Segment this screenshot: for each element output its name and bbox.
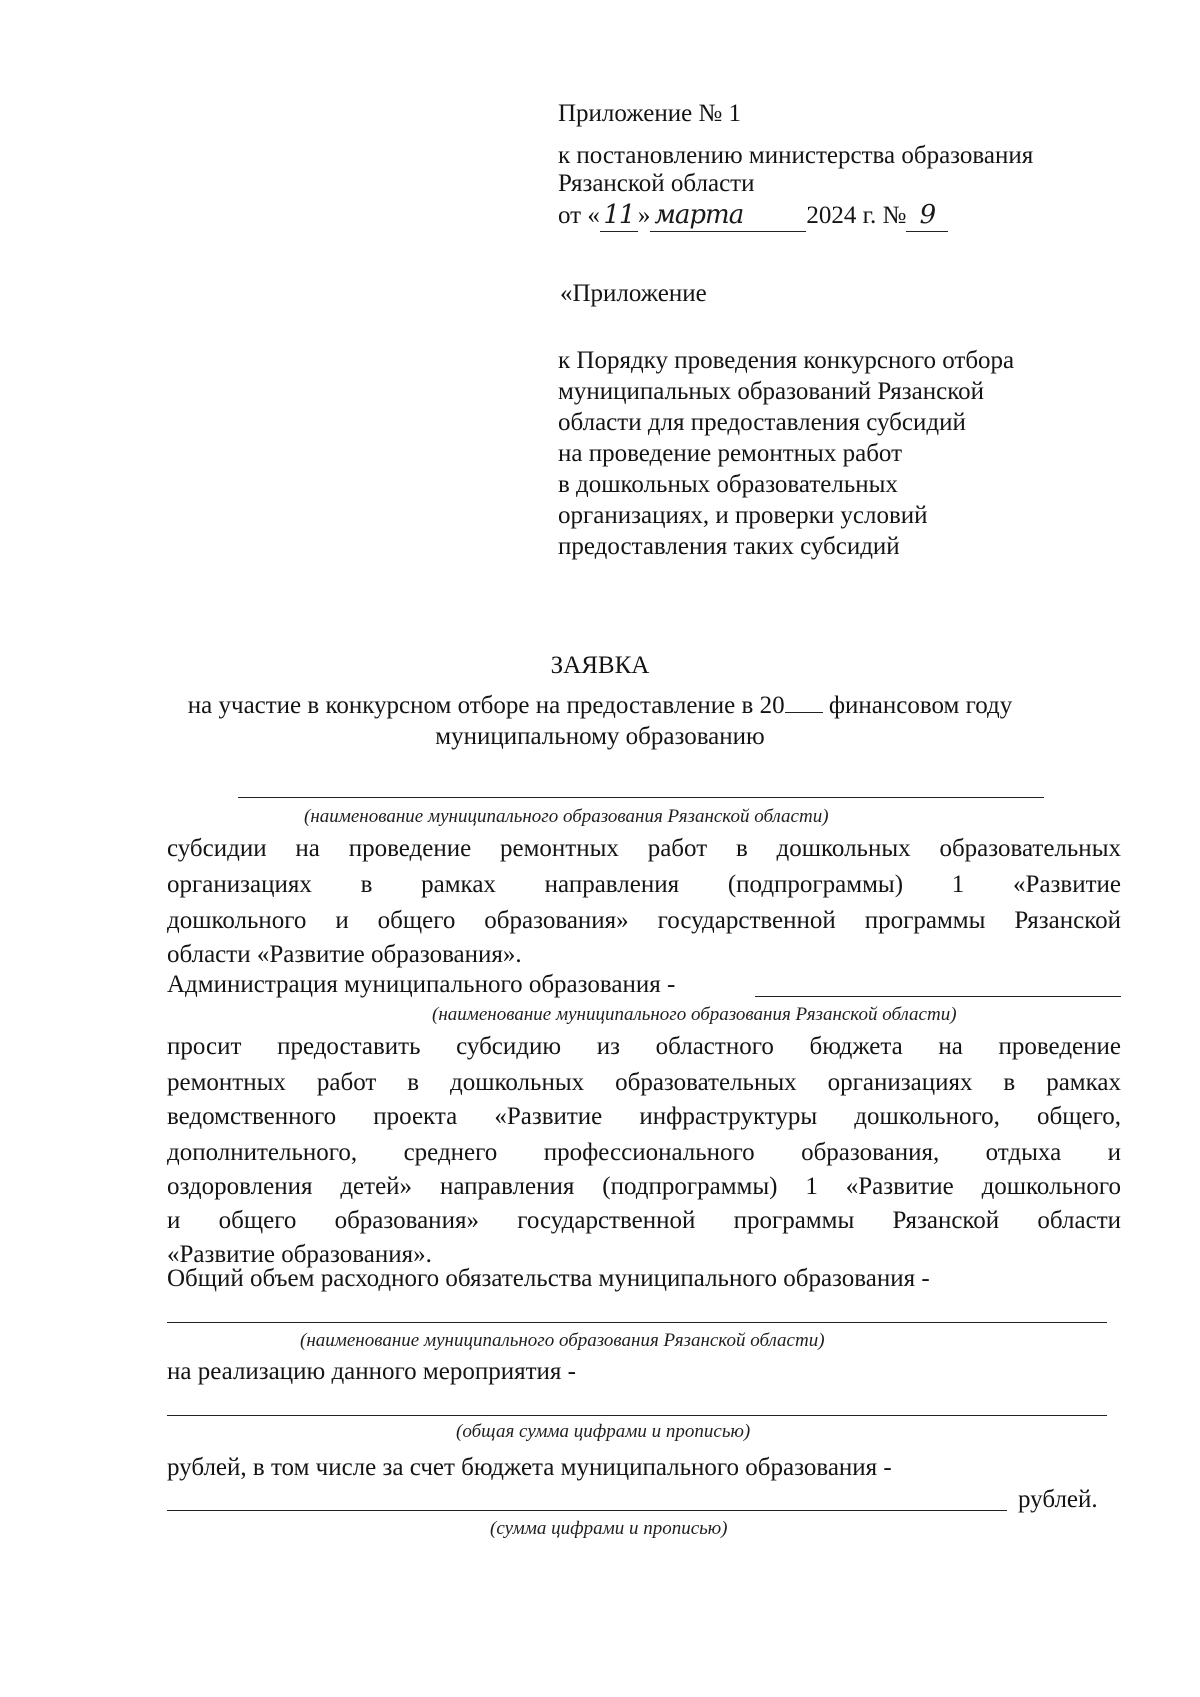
appendix-line: на проведение ремонтных работ	[558, 440, 903, 467]
form-subtitle-line2: муниципальному образованию	[435, 723, 765, 750]
appendix-line: области для предоставления субсидий	[558, 409, 966, 436]
para1-line: дошкольного и общего образования» государственной программы Рязанской	[167, 907, 1121, 934]
document-number-handwritten: 9	[906, 200, 948, 232]
para2-line: «Развитие образования».	[167, 1241, 432, 1268]
mo-name-blank-3	[167, 1322, 1107, 1323]
appendix-line: муниципальных образований Рязанской	[558, 378, 984, 405]
date-mid: »	[637, 202, 651, 229]
appendix-number: Приложение № 1	[558, 100, 742, 127]
date-month-handwritten: марта	[650, 200, 806, 232]
form-title: ЗАЯВКА	[550, 652, 650, 679]
admin-label: Администрация муниципального образования -	[167, 971, 676, 998]
resolution-reference: к постановлению министерства образования	[558, 142, 1034, 169]
rubles-budget-label: рублей, в том числе за счет бюджета муниципального образования -	[167, 1454, 892, 1481]
budget-sum-blank	[167, 1510, 1007, 1511]
para1-line: организациях в рамках направления (подпрограммы) 1 «Развитие	[167, 871, 1121, 898]
total-sum-caption: (общая сумма цифрами и прописью)	[456, 1421, 751, 1442]
resolution-date-line	[558, 200, 948, 232]
para2-line: ведомственного проекта «Развитие инфраструктуры дошкольного, общего,	[167, 1103, 1121, 1130]
para2-line: ремонтных работ в дошкольных образовательных организациях в рамках	[167, 1069, 1121, 1096]
appendix-title: «Приложение	[560, 280, 707, 307]
rubles-suffix: рублей.	[1018, 1486, 1098, 1513]
mo-name-caption-1: (наименование муниципального образования Рязанской области)	[304, 806, 829, 827]
mo-name-caption-3: (наименование муниципального образования Рязанской области)	[300, 1330, 825, 1351]
date-day-handwritten: 11	[600, 200, 638, 232]
para1-line: субсидии на проведение ремонтных работ в дошкольных образовательных	[167, 835, 1121, 862]
date-prefix: от «	[558, 202, 600, 229]
para1-line: области «Развитие образования».	[167, 941, 522, 968]
para2-line: и общего образования» государственной программы Рязанской области	[167, 1207, 1121, 1234]
appendix-line: в дошкольных образовательных	[558, 471, 898, 498]
total-obligation-label: Общий объем расходного обязательства муниципального образования -	[167, 1265, 930, 1292]
budget-sum-caption: (сумма цифрами и прописью)	[490, 1518, 728, 1539]
region-name: Рязанской области	[558, 170, 755, 197]
para2-line: просит предоставить субсидию из областного бюджета на проведение	[167, 1033, 1121, 1060]
admin-name-blank	[755, 996, 1121, 997]
appendix-line: к Порядку проведения конкурсного отбора	[558, 347, 1015, 374]
form-subtitle: на участие в конкурсном отборе на предоставление в 20 финансовом году	[187, 692, 1013, 719]
date-year: 2024 г. №	[806, 202, 907, 229]
appendix-line: организациях, и проверки условий	[558, 502, 928, 529]
mo-name-blank-1	[238, 797, 1044, 798]
appendix-line: предоставления таких субсидий	[558, 533, 900, 560]
year-blank	[785, 690, 823, 713]
para2-line: дополнительного, среднего профессионального образования, отдыха и	[167, 1139, 1121, 1166]
para2-line: оздоровления детей» направления (подпрограммы) 1 «Развитие дошкольного	[167, 1173, 1121, 1200]
total-sum-blank	[167, 1415, 1107, 1416]
implementation-label: на реализацию данного мероприятия -	[167, 1358, 576, 1385]
mo-name-caption-2: (наименование муниципального образования Рязанской области)	[432, 1004, 957, 1025]
